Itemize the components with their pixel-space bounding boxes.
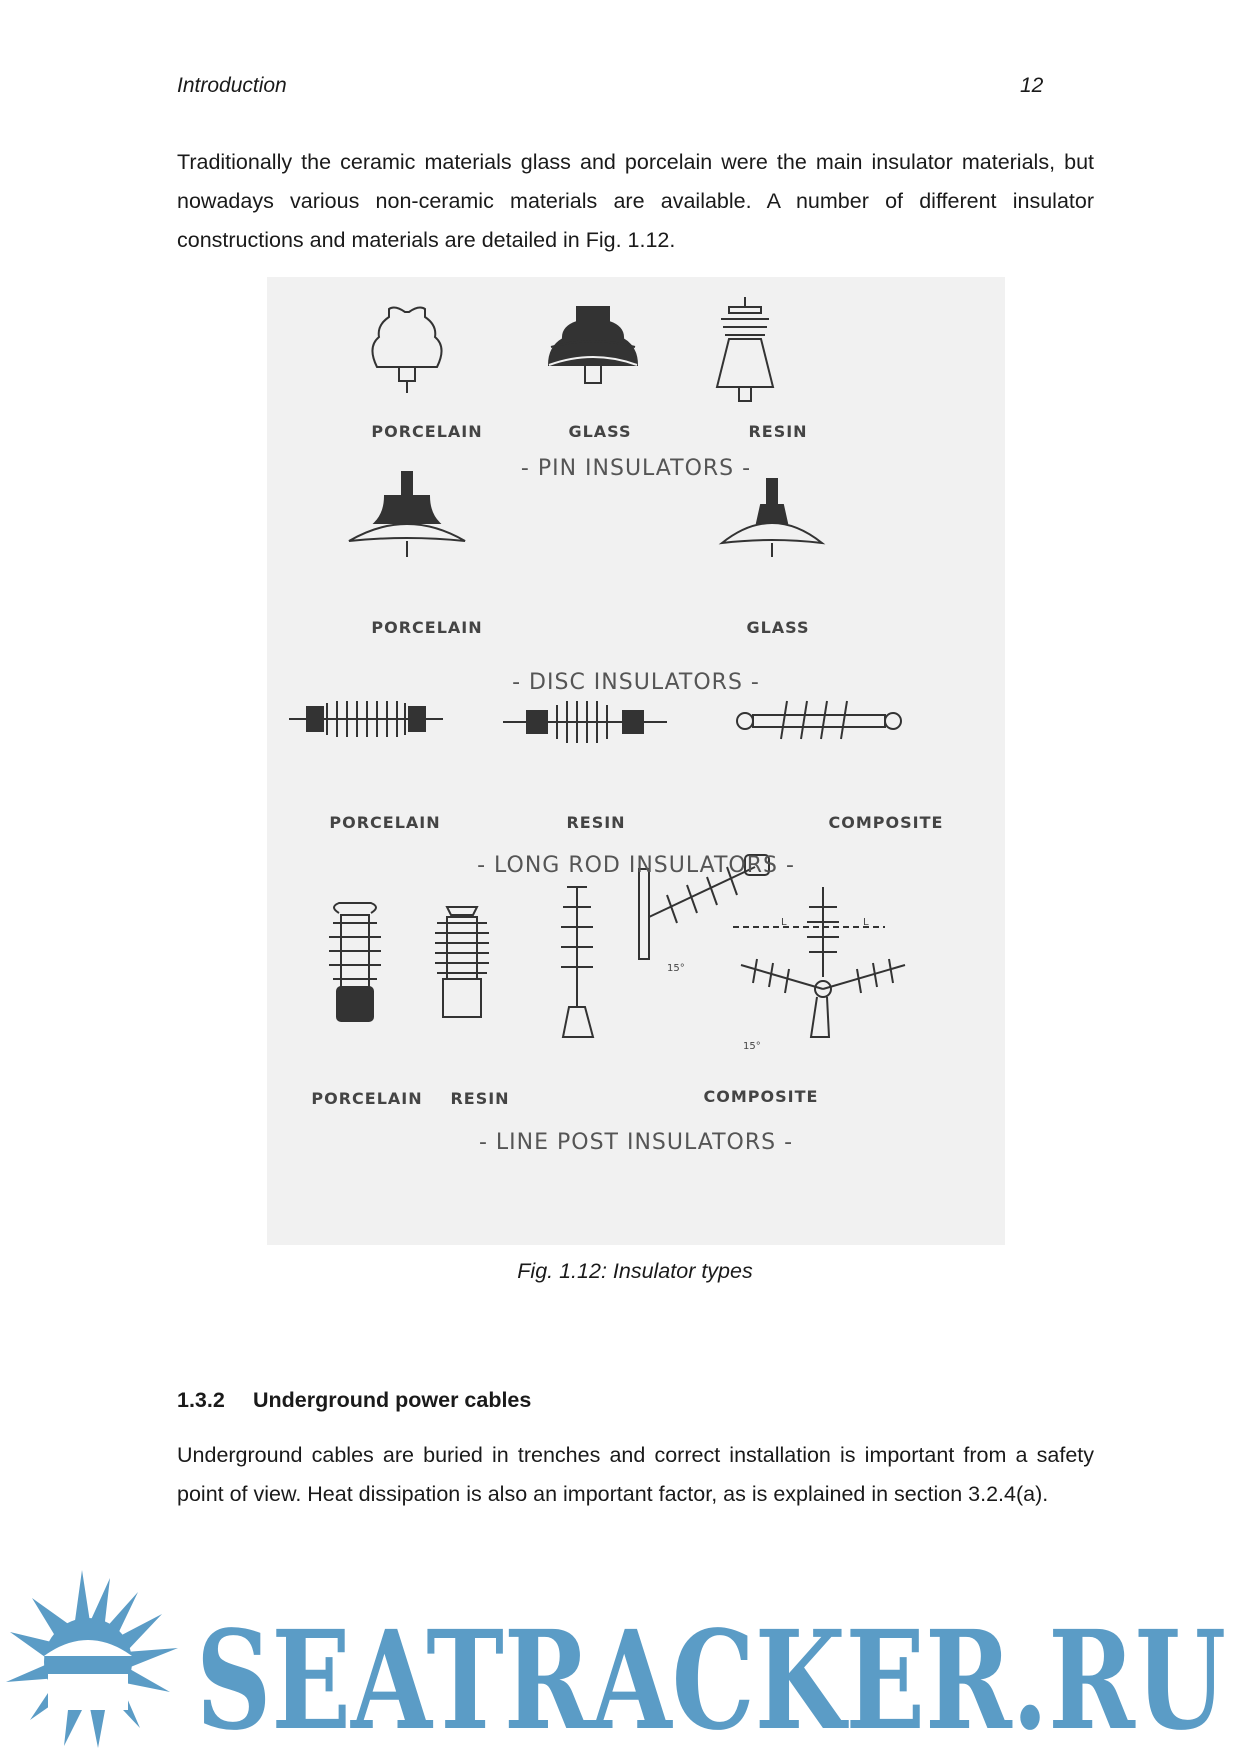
- running-header-title: Introduction: [177, 74, 287, 97]
- watermark-text: SEATRACKER.RU: [196, 1601, 1226, 1754]
- line-post-label-resin: RESIN: [450, 1089, 510, 1108]
- line-post-label-composite: COMPOSITE: [703, 1087, 819, 1106]
- pin-label-porcelain: PORCELAIN: [371, 422, 483, 441]
- watermark: [0, 1570, 1240, 1754]
- long-rod-composite-insulator-drawing: [737, 701, 901, 739]
- sun-logo-icon: [6, 1570, 178, 1748]
- pin-glass-insulator-drawing: [549, 307, 637, 383]
- disc-label-glass: GLASS: [746, 618, 810, 637]
- long-rod-insulators-title: - LONG ROD INSULATORS -: [477, 853, 795, 878]
- long-rod-label-resin: RESIN: [566, 813, 626, 832]
- insulator-types-figure: [267, 277, 1005, 1245]
- line-post-angle-label-2: 15°: [743, 1041, 761, 1052]
- line-post-angle-label: 15°: [667, 963, 685, 974]
- line-post-composite-v-drawing: [733, 887, 905, 1037]
- disc-glass-insulator-drawing: [722, 479, 822, 557]
- long-rod-label-porcelain: PORCELAIN: [329, 813, 441, 832]
- section-title: Underground power cables: [253, 1388, 532, 1412]
- long-rod-porcelain-insulator-drawing: [289, 701, 443, 737]
- intro-paragraph: Traditionally the ceramic materials glass and porcelain were the main insulator materials, but nowadays various non-ceramic materials are available. A number of different insulator constructions and materials are detailed in Fig. 1.12.: [177, 150, 1094, 252]
- section-paragraph: Underground cables are buried in trenches and correct installation is important from a safety point of view. Heat dissipation is also an important factor, as is explained in section 3.2.4(a).: [177, 1443, 1094, 1506]
- section-number: 1.3.2: [177, 1388, 225, 1412]
- long-rod-label-composite: COMPOSITE: [828, 813, 944, 832]
- line-post-resin-insulator-drawing: [435, 907, 489, 1017]
- line-post-porcelain-insulator-drawing: [329, 903, 381, 1021]
- disc-insulators-title: - DISC INSULATORS -: [512, 670, 760, 695]
- disc-porcelain-insulator-drawing: [349, 472, 465, 557]
- section-heading: [177, 1388, 531, 1413]
- line-post-label-porcelain: PORCELAIN: [311, 1089, 423, 1108]
- figure-caption: Fig. 1.12: Insulator types: [517, 1259, 753, 1283]
- pin-resin-insulator-drawing: [717, 297, 773, 401]
- pin-label-resin: RESIN: [748, 422, 808, 441]
- long-rod-resin-insulator-drawing: [503, 701, 667, 743]
- pin-insulators-title: - PIN INSULATORS -: [520, 456, 752, 481]
- line-post-composite-vertical-drawing: [561, 887, 593, 1037]
- line-post-dim-label-2: L: [863, 917, 869, 928]
- page-number: 12: [1020, 74, 1044, 97]
- line-post-insulators-title: - LINE POST INSULATORS -: [478, 1130, 794, 1155]
- disc-label-porcelain: PORCELAIN: [371, 618, 483, 637]
- pin-porcelain-insulator-drawing: [372, 308, 441, 393]
- line-post-dim-label: L: [781, 917, 787, 928]
- pin-label-glass: GLASS: [568, 422, 632, 441]
